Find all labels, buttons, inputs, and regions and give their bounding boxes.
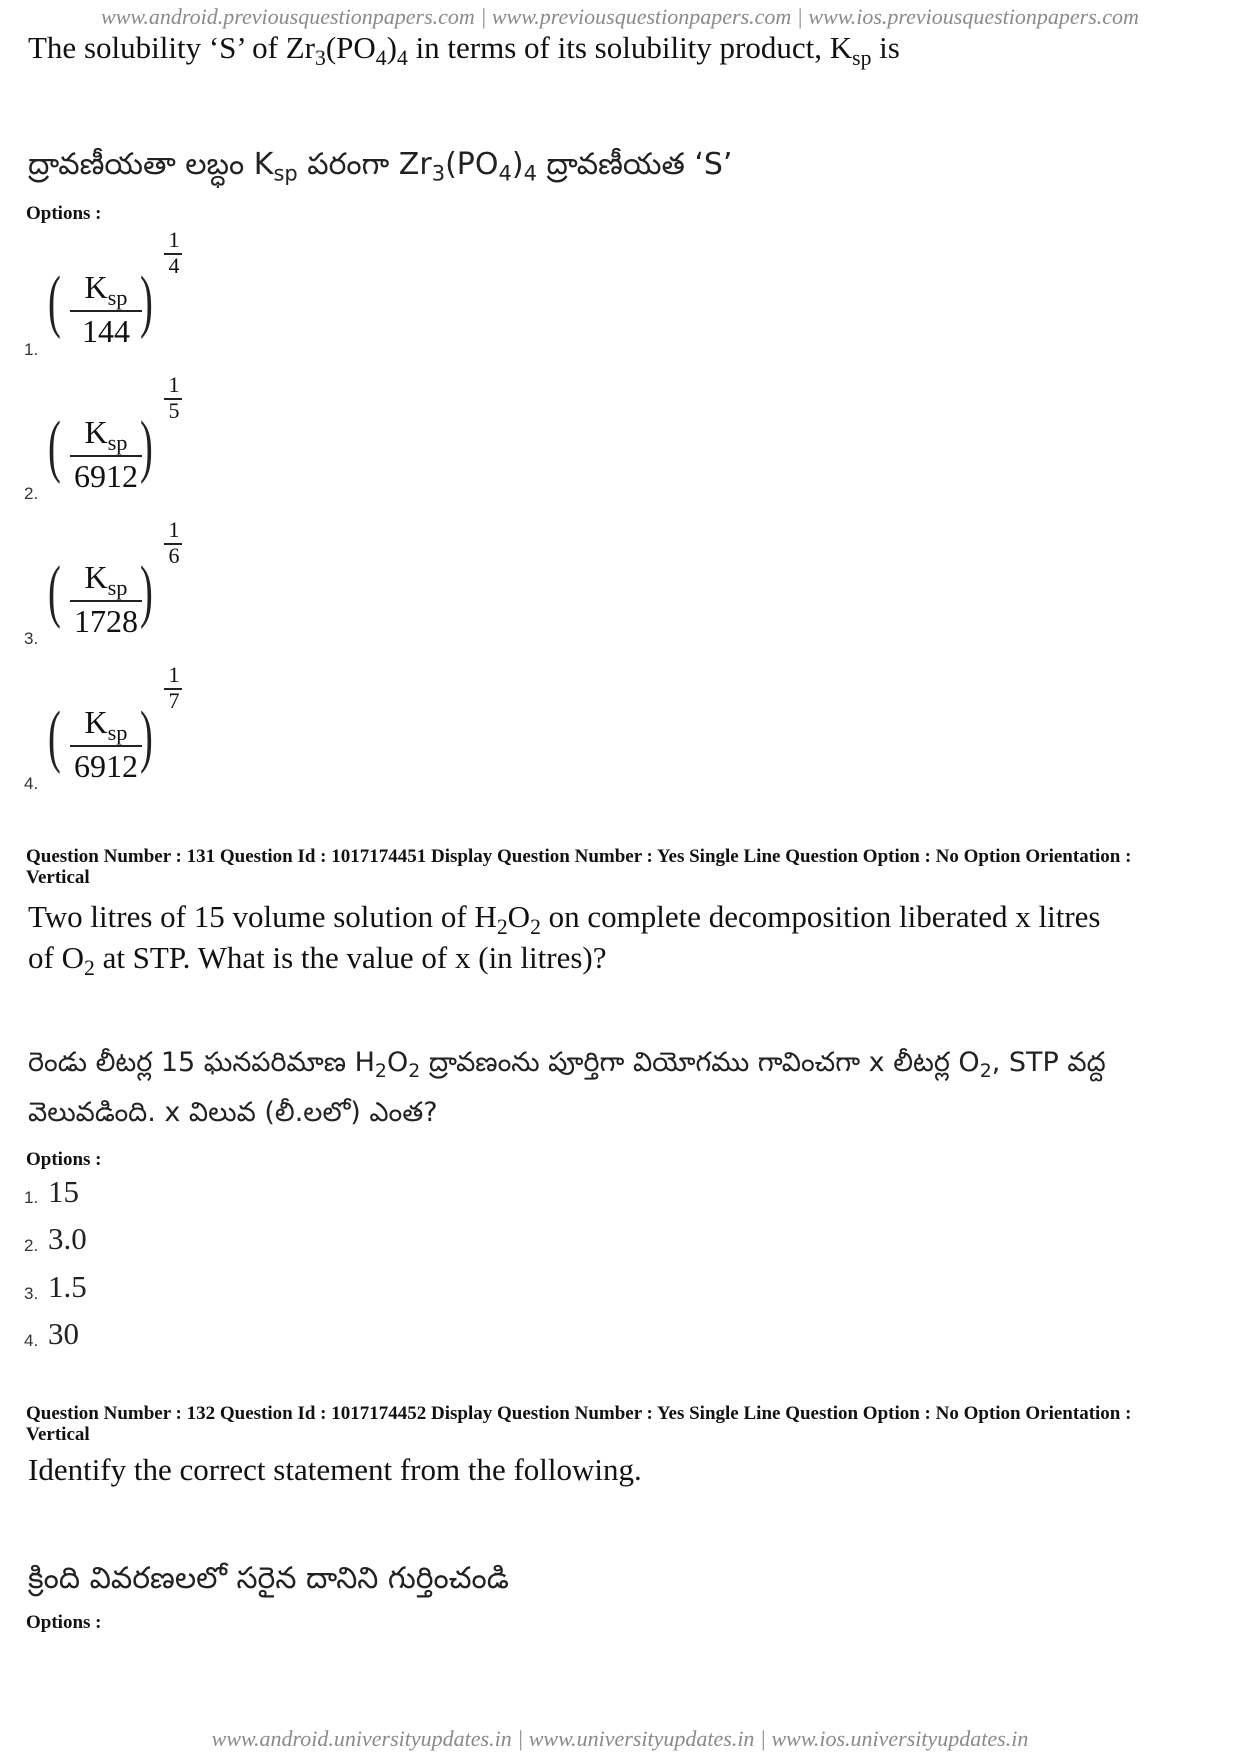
right-paren: ) [140,263,153,340]
fraction-numerator: $K_{sp}$ [84,414,128,456]
option-number: 4. [24,1331,39,1350]
left-paren: ( [48,263,61,340]
option-2[interactable] [48,373,198,493]
exponent-denominator: 4 [168,253,180,278]
fraction-denominator: 1728 [74,603,138,639]
option-number: 3. [24,629,39,648]
left-paren: ( [48,553,61,630]
fraction-numerator: $K_{sp}$ [84,559,128,601]
option-number: 1. [24,1188,39,1207]
question-131-telugu-line-2: వెలువడింది. x విలువ (లీ.లలో) ఎంత? [28,1097,438,1128]
options-label: Options : [26,1149,102,1170]
option-4[interactable] [48,663,198,783]
exponent-denominator: 5 [168,398,180,423]
option-1[interactable]: 15 [48,1174,79,1209]
option-3[interactable]: 1.5 [48,1269,87,1304]
left-paren: ( [48,408,61,485]
fraction-denominator: 6912 [74,458,138,494]
fraction-bar [70,600,142,602]
options-label: Options : [26,1612,102,1633]
exponent-denominator: 6 [168,543,180,568]
fraction-numerator: $K_{sp}$ [84,704,128,746]
exponent-numerator: 1 [168,662,180,687]
question-131-english-line-1: Two litres of 15 volume solution of $H_2O_2$ on complete decomposition liberated x litres [28,899,1101,939]
exponent-denominator: 7 [168,688,180,713]
option-1[interactable] [48,228,198,348]
right-paren: ) [140,698,153,775]
option-4[interactable]: 30 [48,1316,79,1351]
option-number: 4. [24,774,39,793]
fraction-denominator: 144 [82,313,130,349]
fraction-numerator: $K_{sp}$ [84,269,128,311]
option-2[interactable]: 3.0 [48,1221,87,1256]
question-132-telugu: క్రింది వివరణలలో సరైన దానిని గుర్తించండి [28,1561,509,1596]
left-paren: ( [48,698,61,775]
question-132-english: Identify the correct statement from the following. [28,1452,642,1487]
option-number: 3. [24,1284,39,1303]
right-paren: ) [140,553,153,630]
right-paren: ) [140,408,153,485]
header-watermark: www.android.previousquestionpapers.com | www.previousquestionpapers.com | www.ios.previousquestionpapers.com [101,4,1139,29]
option-number: 1. [24,340,39,359]
question-131-telugu-line-1: రెండు లీటర్ల 15 ఘనపరిమాణ $H_2O_2$ ద్రావణంను పూర్తిగా వియోగము గావించగా x లీటర్ల $O_2$, STP వద్ద [28,1047,1106,1083]
question-130-english: The solubility ‘S’ of $Zr_3(PO_4)_4$ in terms of its solubility product, $K_{sp}$ is [28,30,900,70]
question-131-meta: Question Number : 131 Question Id : 1017174451 Display Question Number : Yes Single Line Question Option : No Option Orientation : Vertical [26,846,1132,888]
footer-watermark: www.android.universityupdates.in | www.universityupdates.in | www.ios.universityupdates.in [211,1726,1029,1751]
question-132-meta: Question Number : 132 Question Id : 1017174452 Display Question Number : Yes Single Line Question Option : No Option Orientation : Vertical [26,1403,1132,1445]
exponent-numerator: 1 [168,372,180,397]
exponent-numerator: 1 [168,227,180,252]
option-3[interactable] [48,518,198,638]
option-number: 2. [24,1236,39,1255]
fraction-denominator: 6912 [74,748,138,784]
fraction-bar [70,455,142,457]
option-number: 2. [24,484,39,503]
fraction-bar [70,310,142,312]
question-130-telugu: ద్రావణీయతా లబ్ధం $K_{sp}$ పరంగా $Zr_3(PO_4)_4$ ద్రావణీయత ‘S’ [28,147,733,186]
exponent-numerator: 1 [168,517,180,542]
fraction-bar [70,745,142,747]
question-131-english-line-2: of $O_2$ at STP. What is the value of x (in litres)? [28,940,607,980]
options-label: Options : [26,203,102,224]
